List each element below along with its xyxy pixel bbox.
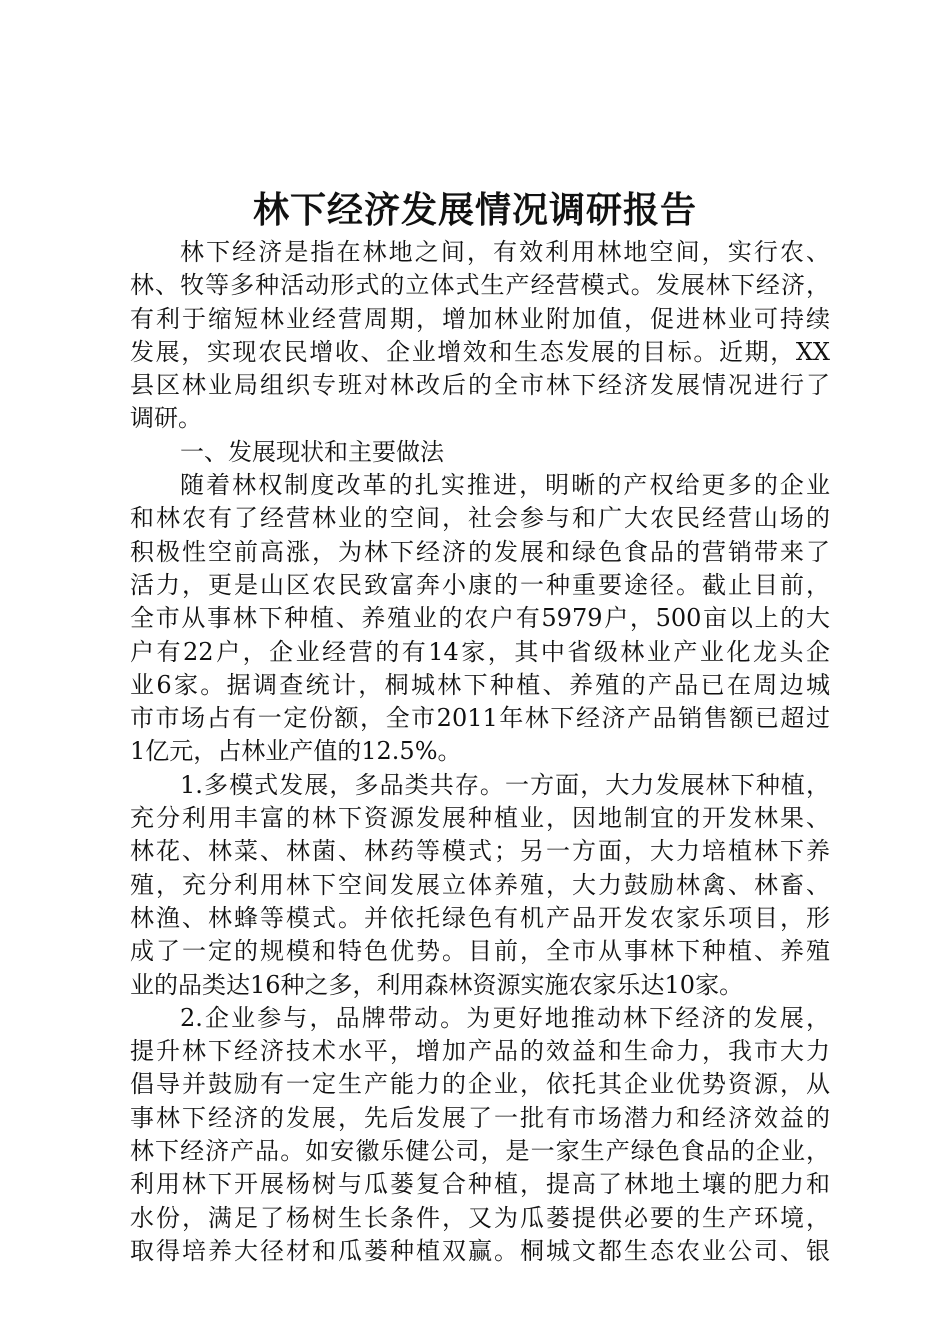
body-line: 2.企业参与，品牌带动。为更好地推动林下经济的发展， <box>180 1003 830 1032</box>
body-line: 市市场占有一定份额，全市2011年林下经济产品销售额已超过 <box>130 704 830 733</box>
body-line: 林花、林菜、林菌、林药等模式；另一方面，大力培植林下养 <box>130 837 830 866</box>
body-line: 1亿元，占林业产值的12.5%。 <box>130 737 462 766</box>
body-line: 随着林权制度改革的扎实推进，明晰的产权给更多的企业 <box>180 471 830 500</box>
body-line: 林、牧等多种活动形式的立体式生产经营模式。发展林下经济， <box>130 271 830 300</box>
body-line: 成了一定的规模和特色优势。目前，全市从事林下种植、养殖 <box>130 937 830 966</box>
body-line: 倡导并鼓励有一定生产能力的企业，依托其企业优势资源，从 <box>130 1070 830 1099</box>
body-line: 县区林业局组织专班对林改后的全市林下经济发展情况进行了 <box>130 371 830 400</box>
body-line: 提升林下经济技术水平，增加产品的效益和生命力，我市大力 <box>130 1037 830 1066</box>
body-line: 户有22户，企业经营的有14家，其中省级林业产业化龙头企 <box>130 637 830 666</box>
body-line: 调研。 <box>130 404 202 433</box>
body-line: 充分利用丰富的林下资源发展种植业，因地制宜的开发林果、 <box>130 804 830 833</box>
body-line: 全市从事林下种植、养殖业的农户有5979户，500亩以上的大 <box>130 604 830 633</box>
document-body <box>130 236 830 1268</box>
body-line: 积极性空前高涨，为林下经济的发展和绿色食品的营销带来了 <box>130 537 830 566</box>
body-line: 林渔、林蜂等模式。并依托绿色有机产品开发农家乐项目，形 <box>130 903 830 932</box>
body-line: 林下经济产品。如安徽乐健公司，是一家生产绿色食品的企业， <box>130 1137 830 1166</box>
document-title: 林下经济发展情况调研报告 <box>252 189 697 231</box>
body-line: 利用林下开展杨树与瓜蒌复合种植，提高了林地土壤的肥力和 <box>130 1170 830 1199</box>
body-line: 1.多模式发展，多品类共存。一方面，大力发展林下种植， <box>180 770 830 799</box>
body-line: 发展，实现农民增收、企业增效和生态发展的目标。近期，XX <box>130 337 830 366</box>
body-line: 一、发展现状和主要做法 <box>180 437 444 466</box>
body-line: 取得培养大径材和瓜蒌种植双赢。桐城文都生态农业公司、银 <box>130 1236 830 1265</box>
body-line: 殖，充分利用林下空间发展立体养殖，大力鼓励林禽、林畜、 <box>130 870 830 899</box>
body-line: 有利于缩短林业经营周期，增加林业附加值，促进林业可持续 <box>130 304 830 333</box>
body-line: 活力，更是山区农民致富奔小康的一种重要途径。截止目前， <box>130 570 830 599</box>
body-line: 水份，满足了杨树生长条件，又为瓜蒌提供必要的生产环境， <box>130 1203 830 1232</box>
body-line: 事林下经济的发展，先后发展了一批有市场潜力和经济效益的 <box>130 1103 830 1132</box>
body-line: 业6家。据调查统计，桐城林下种植、养殖的产品已在周边城 <box>130 670 830 699</box>
body-line: 林下经济是指在林地之间，有效利用林地空间，实行农、 <box>180 238 830 266</box>
body-line: 业的品类达16种之多，利用森林资源实施农家乐达10家。 <box>130 970 744 999</box>
body-line: 和林农有了经营林业的空间，社会参与和广大农民经营山场的 <box>130 504 830 533</box>
